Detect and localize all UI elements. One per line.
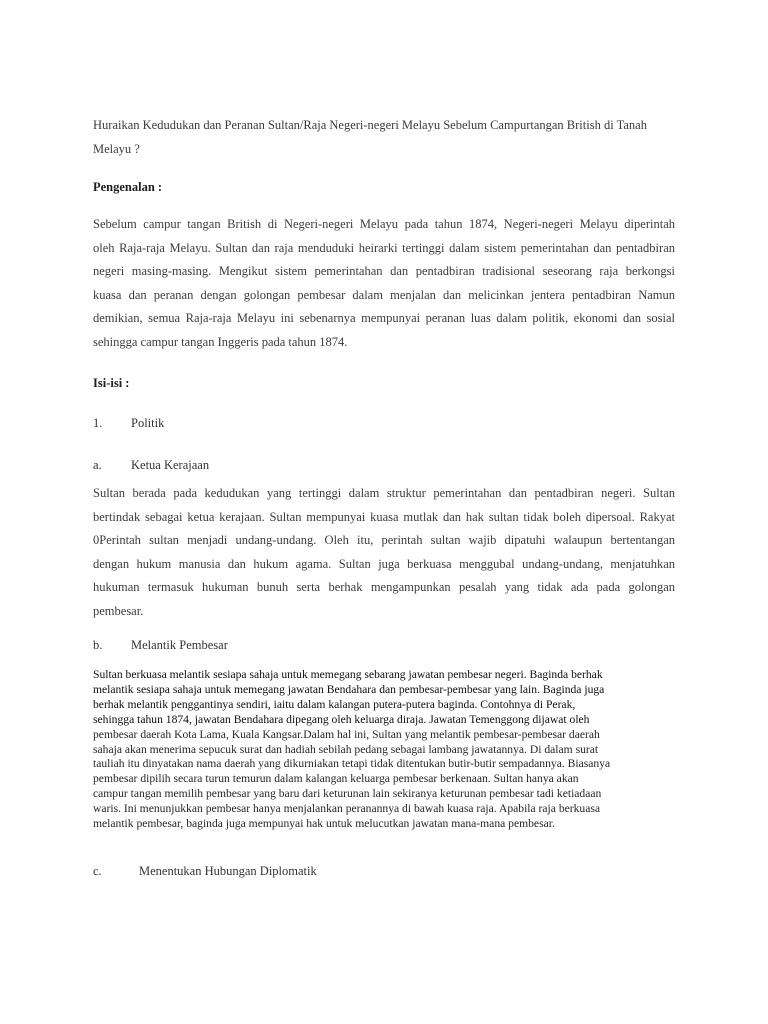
intro-heading: Pengenalan : [93,180,163,194]
paragraph-line: pembesar daerah Kota Lama, Kuala Kangsar.Dalam hal ini, Sultan yang melantik pembesar-pembesar daerah [93,727,600,741]
paragraph-line: Sultan berada pada kedudukan yang tertinggi dalam struktur pemerintahan dan pentadbiran negeri. Sultan [93,486,675,500]
item-letter: a. [93,458,102,472]
paragraph-line: campur tangan memilih pembesar yang baru dari keturunan lain sekiranya keturunan pembesar tadi ketiadaan [93,787,602,801]
document-title [93,113,675,161]
section-politik [93,413,675,433]
paragraph-line: pembesar dipilih secara turun temurun dalam kalangan keluarga pembesar berkenaan. Sultan hanya akan [93,772,579,786]
paragraph-line: 0Perintah sultan menjadi undang-undang. Oleh itu, perintah sultan wajib dipatuhi walaupun bertentangan [93,533,675,548]
item-letter: c. [93,864,102,878]
title-line: Melayu ? [93,142,140,156]
item-ketua-kerajaan [93,455,675,475]
paragraph-line: melantik pembesar, baginda juga mempunyai hak untuk melucutkan jawatan mana-mana pembesar. [93,817,555,831]
paragraph-line: sehingga campur tangan Inggeris pada tahun 1874. [93,334,348,349]
paragraph-line: Sultan berkuasa melantik sesiapa sahaja untuk memegang sebarang jawatan pembesar negeri. Baginda berhak [93,668,603,681]
paragraph-line: sahaja akan menerima sepucuk surat dan hadiah sebilah pedang sebagai lambang jawatannya. Di dalam surat [93,742,599,756]
paragraph-line: bertindak sebagai ketua kerajaan. Sultan mempunyai kuasa mutlak dan hak sultan tidak boleh dipersoal. Rakyat [93,509,675,524]
melantik-pembesar-paragraph [93,668,675,832]
paragraph-line: kuasa dan peranan dengan golongan pembesar dalam menjalan dan melicinkan jentera pentadbiran Namun [93,287,675,302]
ketua-kerajaan-paragraph [93,482,675,624]
paragraph-line: dengan hukum manusia dan hukum agama. Sultan juga berkuasa menggubal undang-undang, menjatuhkan [93,556,675,571]
paragraph-line: negeri masing-masing. Mengikut sistem pemerintahan dan pentadbiran tradisional seseorang raja berkongsi [93,264,675,279]
section-number: 1. [93,416,103,430]
item-melantik-pembesar [93,635,675,655]
title-line: Huraikan Kedudukan dan Peranan Sultan/Raja Negeri-negeri Melayu Sebelum Campurtangan British di Tanah [93,118,647,132]
content-heading: Isi-isi : [93,376,130,390]
paragraph-line: tauliah itu dinyatakan nama daerah yang dikurniakan tetapi tidak ditentukan butir-butir sempadannya. Biasanya [93,757,611,771]
item-letter: b. [93,638,103,652]
paragraph-line: sehingga tahun 1874, jawatan Bendahara dipegang oleh keluarga diraja. Jawatan Temenggong dijawat oleh [93,712,590,726]
item-label: Melantik Pembesar [131,638,228,652]
intro-paragraph [93,213,675,355]
section-label: Politik [131,416,165,430]
paragraph-line: pembesar. [93,603,144,618]
item-hubungan-diplomatik [93,861,675,881]
item-label: Menentukan Hubungan Diplomatik [139,864,317,878]
paragraph-line: hukuman termasuk hukuman bunuh serta berhak mengampunkan pesalah yang tidak ada pada golongan [93,580,675,595]
paragraph-line: oleh Raja-raja Melayu. Sultan dan raja menduduki heirarki tertinggi dalam sistem pemerintahan dan pentadbiran [93,240,675,255]
paragraph-line: demikian, semua Raja-raja Melayu ini sebenarnya mempunyai peranan luas dalam politik, ekonomi dan sosial [93,311,675,326]
paragraph-line: Sebelum campur tangan British di Negeri-negeri Melayu pada tahun 1874, Negeri-negeri Melayu diperintah [93,217,675,231]
item-label: Ketua Kerajaan [131,458,210,472]
paragraph-line: waris. Ini menunjukkan pembesar hanya menjalankan peranannya di bawah kuasa raja. Apabila raja berkuasa [93,802,601,816]
paragraph-line: melantik sesiapa sahaja untuk memegang jawatan Bendahara dan pembesar-pembesar yang lain. Baginda juga [93,682,605,696]
paragraph-line: berhak melantik penggantinya sendiri, iaitu dalam kalangan putera-putera baginda. Contohnya di Perak, [93,697,576,711]
